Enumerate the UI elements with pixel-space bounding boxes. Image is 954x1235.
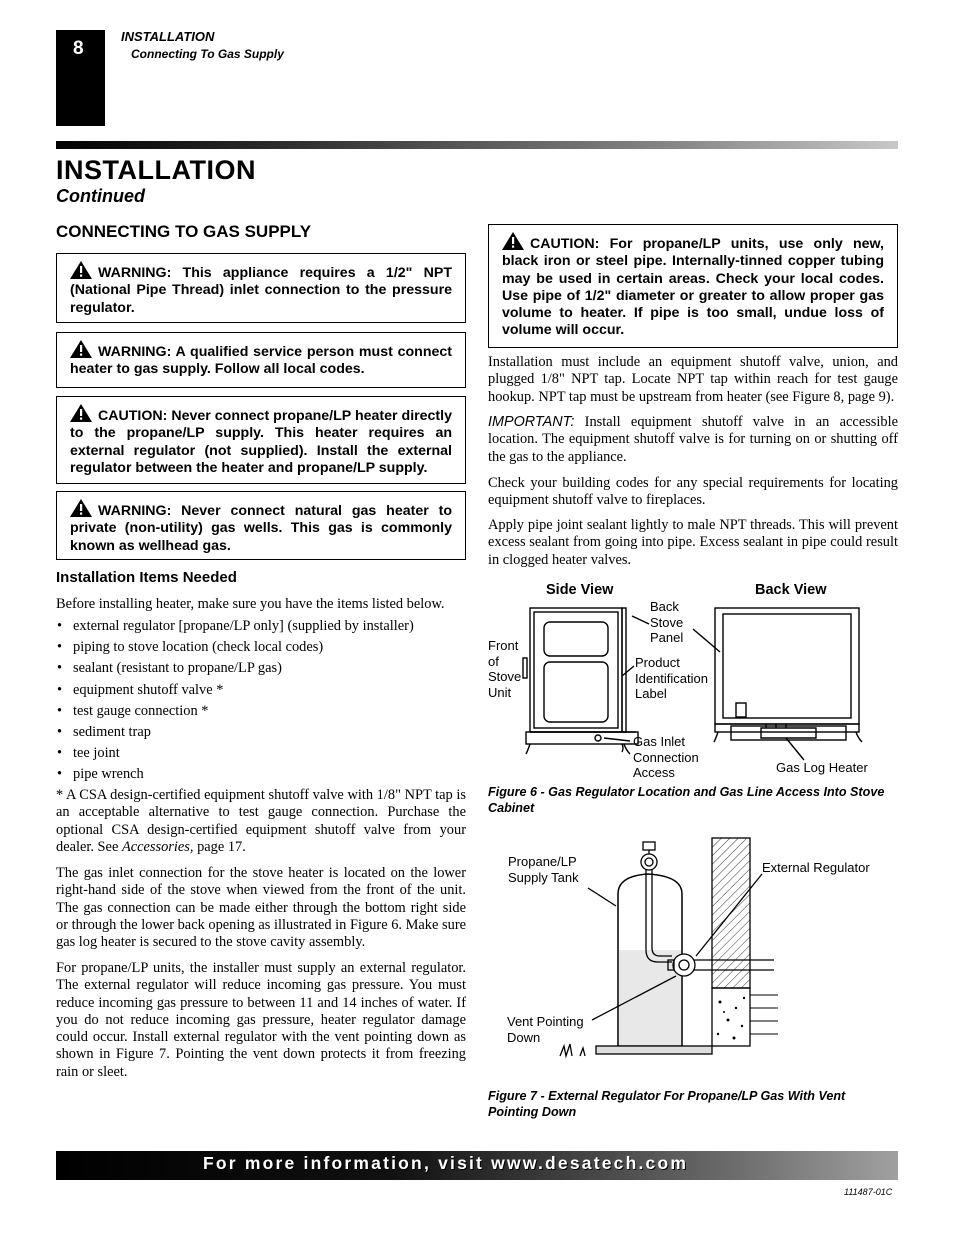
caution-text: CAUTION: Never connect propane/LP heater directly to the propane/LP supply. This heater requires an external regulator (not supplied). Install the external regulator between the heater and propane/LP supply. — [70, 408, 452, 476]
warning-text: WARNING: This appliance requires a 1/2" NPT (National Pipe Thread) inlet connection to the pressure regulator. — [70, 265, 452, 316]
items-intro: Before installing heater, make sure you have the items listed below. — [56, 596, 445, 612]
items-list — [56, 616, 414, 786]
side-view-label: Side View — [546, 582, 614, 598]
page-subtitle: Continued — [56, 186, 145, 206]
warning-box-npt — [56, 253, 466, 323]
caution-text: CAUTION: For propane/LP units, use only new, black iron or steel pipe. Internally-tinned copper tubing may be used in certain areas. Check your local codes. Use pipe of 1/2" diameter or greater to allow proper gas volume to heater. If pipe is too small, undue loss of volume will occur. — [502, 236, 884, 339]
list-item: • test gauge connection * — [56, 701, 414, 722]
running-header-section: INSTALLATION — [121, 29, 215, 44]
sealant-paragraph: Apply pipe joint sealant lightly to male NPT threads. This will prevent excess sealant from going into pipe. Excess sealant in pipe could result in clogged heater valves. — [488, 517, 898, 568]
caution-box-regulator — [56, 396, 466, 484]
header-rule — [56, 141, 898, 149]
warning-triangle-icon — [70, 261, 92, 279]
page-number: 8 — [73, 38, 84, 59]
product-id-label: Product Identification Label — [635, 655, 708, 701]
building-codes-paragraph: Check your building codes for any special requirements for locating equipment shutoff valve to fireplaces. — [488, 475, 898, 509]
important-text: Install equipment shutoff valve in an accessible location. The equipment shutoff valve is for turning on or shutting off the gas to the appliance. — [488, 414, 898, 465]
footnote-text-end: , page 17. — [189, 838, 246, 855]
regulator-paragraph: For propane/LP units, the installer must supply an external regulator. The external regulator will reduce incoming gas pressure. You must reduce incoming gas pressure to between 11 and 14 inches of water. If you do not reduce incoming gas pressure, heater regulator damage could occur. Install external regulator with the vent pointing down as shown in Figure 7. Pointing the vent down protects it from freezing rain or sleet. — [56, 960, 466, 1080]
important-label: IMPORTANT: — [488, 414, 575, 430]
external-regulator-label: External Regulator — [762, 860, 870, 875]
gas-log-heater-label: Gas Log Heater — [776, 760, 868, 775]
back-stove-panel-label: Back Stove Panel — [650, 599, 684, 645]
list-item: • external regulator [propane/LP only] (supplied by installer) — [56, 616, 414, 637]
part-number: 111487-01C — [844, 1187, 893, 1197]
shutoff-paragraph: Installation must include an equipment shutoff valve, union, and plugged 1/8" NPT tap. Locate NPT tap within reach for test gauge hookup. NPT tap must be upstream from heater (see Figure 8, page 9). — [488, 354, 898, 405]
front-of-stove-label: Front of Stove Unit — [488, 638, 522, 700]
important-paragraph — [488, 414, 898, 466]
warning-text: WARNING: Never connect natural gas heater to private (non-utility) gas wells. This gas is commonly known as wellhead gas. — [70, 503, 452, 554]
running-header-subsection: Connecting To Gas Supply — [131, 47, 284, 61]
vent-pointing-down-label: Vent Pointing Down — [507, 1014, 584, 1045]
csa-footnote — [56, 787, 466, 856]
back-view-label: Back View — [755, 582, 827, 598]
page-title: INSTALLATION — [56, 155, 256, 185]
footnote-text: * A CSA design-certified equipment shutoff valve with 1/8" NPT tap is an acceptable alternative to test gauge connection. Purchase the optional CSA design-certified equipment shutoff valve from your dealer. See — [56, 787, 466, 855]
figure-6-caption: Figure 6 - Gas Regulator Location and Gas Line Access Into Stove Cabinet — [488, 785, 885, 815]
warning-text: WARNING: A qualified service person must connect heater to gas supply. Follow all local codes. — [70, 344, 452, 378]
warning-triangle-icon — [502, 232, 524, 250]
warning-triangle-icon — [70, 404, 92, 422]
list-item: • equipment shutoff valve * — [56, 680, 414, 701]
list-item: • piping to stove location (check local codes) — [56, 637, 414, 658]
list-item: • tee joint — [56, 743, 414, 764]
propane-tank-label: Propane/LP Supply Tank — [508, 854, 579, 885]
items-heading: Installation Items Needed — [56, 569, 237, 586]
caution-box-pipe — [488, 224, 898, 348]
accessories-reference: Accessories — [121, 838, 190, 855]
gas-inlet-label: Gas Inlet Connection Access — [633, 734, 699, 780]
list-item: • sealant (resistant to propane/LP gas) — [56, 658, 414, 679]
gas-inlet-paragraph: The gas inlet connection for the stove heater is located on the lower right-hand side of the stove when viewed from the front of the unit. The gas connection can be made either through the bottom right side or through the lower back opening as illustrated in Figure 6. Make sure gas log heater is secured to the stove cavity assembly. — [56, 865, 466, 951]
footer-banner-text: For more information, visit www.desatech.com — [203, 1153, 689, 1173]
list-item: • sediment trap — [56, 722, 414, 743]
section-heading: CONNECTING TO GAS SUPPLY — [56, 222, 312, 241]
warning-triangle-icon — [70, 340, 92, 358]
list-item: • pipe wrench — [56, 764, 414, 785]
warning-triangle-icon — [70, 499, 92, 517]
warning-box-wellhead — [56, 491, 466, 560]
figure-7-caption: Figure 7 - External Regulator For Propane/LP Gas With Vent Pointing Down — [488, 1089, 846, 1119]
warning-box-qualified — [56, 332, 466, 388]
